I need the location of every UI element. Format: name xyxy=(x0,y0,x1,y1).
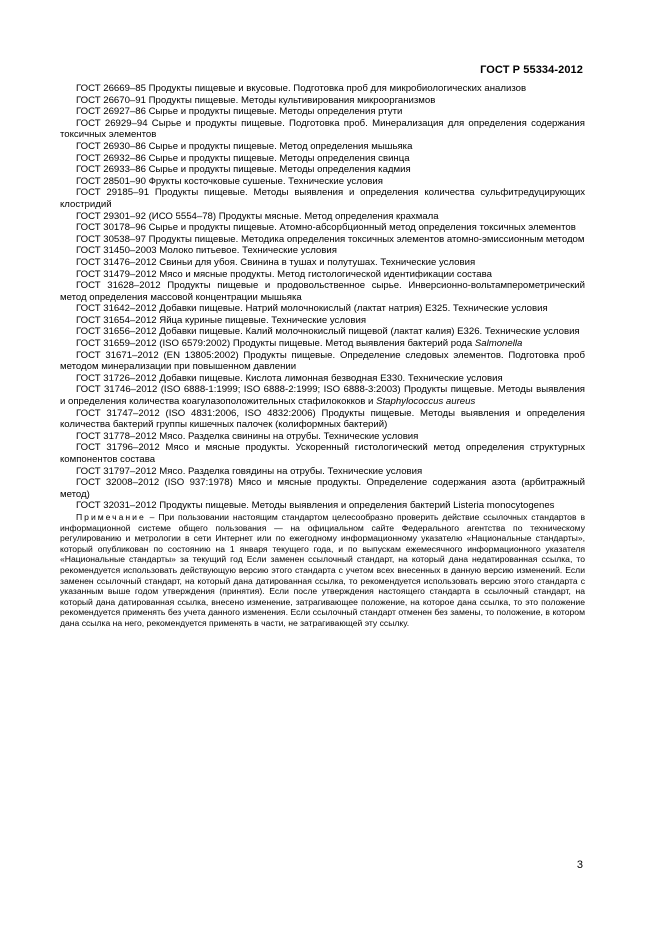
reference-entry: ГОСТ 31778–2012 Мясо. Разделка свинины на отрубы. Технические условия xyxy=(76,430,419,442)
reference-entry: ГОСТ 31747–2012 (ISO 4831:2006, ISO 4832:2006) Продукты пищевые. Методы выявления и определения количества бактерий группы кишечных палочек (колиформных бактерий) xyxy=(60,407,585,431)
italic-species-name: Staphylococcus aureus xyxy=(376,396,476,408)
reference-entry: ГОСТ 26932–86 Сырье и продукты пищевые. Методы определения свинца xyxy=(76,152,410,164)
reference-entry: ГОСТ 26669–85 Продукты пищевые и вкусовые. Подготовка проб для микробиологических анализов xyxy=(76,83,527,94)
note-text: – При пользовании настоящим стандартом целесообразно проверить действие ссылочных стандартов в информационной системе общего пользования — на официальном сайте Федерального агентства по техническому регулированию и метрологии в сети Интернет или по ежегодному информационному указателю «Национальные стандарты», который опубликован по состоянию на 1 января текущего года, и по выпускам ежемесячного информационного указателя «Национальные стандарты» за текущий год Если заменен ссылочный стандарт, на который дана недатированная ссылка, то рекомендуется использовать действующую версию этого стандарта с учетом всех внесенных в данную версию изменений. Если заменен ссылочный стандарт, на который дана датированная ссылка, то рекомендуется использовать версию этого стандарта с указанным выше годом утверждения (принятия). Если после утверждения настоящего стандарта в ссылочный стандарт, на который дана датированная ссылка, внесено изменение, затрагивающее положение, на которое дана ссылка, то это положение рекомендуется применять без учета данного изменения. Если ссылочный стандарт отменен без замены, то положение, в котором дана ссылка на него, рекомендуется применять в части, не затрагивающей эту ссылку. xyxy=(60,511,586,628)
reference-entry: ГОСТ 29301–92 (ИСО 5554–78) Продукты мясные. Метод определения крахмала xyxy=(76,210,439,222)
note-label: Примечание xyxy=(76,511,146,522)
reference-entry: ГОСТ 26933–86 Сырье и продукты пищевые. Методы определения кадмия xyxy=(76,164,411,176)
reference-entry: ГОСТ 32008–2012 (ISO 937:1978) Мясо и мясные продукты. Определение содержания азота (арбитражный метод) xyxy=(60,477,585,500)
reference-entry: ГОСТ 30538–97 Продукты пищевые. Методика определения токсичных элементов атомно-эмиссионным методом xyxy=(76,233,585,245)
reference-entry: ГОСТ 30178–96 Сырье и продукты пищевые. Атомно-абсорбционный метод определения токсичных элементов xyxy=(76,222,576,234)
reference-entry: ГОСТ 26930–86 Сырье и продукты пищевые. Метод определения мышьяка xyxy=(76,140,413,152)
references-list xyxy=(60,83,585,629)
reference-entry-text: ГОСТ 31746–2012 (ISO 6888-1:1999; ISO 6888-2:1999; ISO 6888-3:2003) Продукты пищевые. Методы выявления и определения количества коагулазоположительных стафилококков и xyxy=(60,384,585,408)
reference-entry: ГОСТ 31450–2003 Молоко питьевое. Технические условия xyxy=(76,245,337,257)
reference-entry: ГОСТ 31796–2012 Мясо и мясные продукты. Ускоренный гистологический метод определения структурных компонентов состава xyxy=(60,442,585,465)
reference-entry-text: ГОСТ 31659–2012 (ISO 6579:2002) Продукты пищевые. Метод выявления бактерий рода xyxy=(76,338,473,350)
reference-entry xyxy=(60,384,585,407)
reference-entry: ГОСТ 32031–2012 Продукты пищевые. Методы выявления и определения бактерий Listeria monocytogenes xyxy=(76,500,555,512)
reference-entry: ГОСТ 26670–91 Продукты пищевые. Методы культивирования микроорганизмов xyxy=(76,94,436,106)
reference-entry: ГОСТ 28501–90 Фрукты косточковые сушеные. Технические условия xyxy=(76,175,383,187)
reference-entry: ГОСТ 26927–86 Сырье и продукты пищевые. Методы определения ртути xyxy=(76,106,403,118)
document-id-header: ГОСТ Р 55334-2012 xyxy=(480,64,583,76)
reference-entry: ГОСТ 31476–2012 Свиньи для убоя. Свинина в тушах и полутушах. Технические условия xyxy=(76,256,476,268)
reference-entry: ГОСТ 31656–2012 Добавки пищевые. Калий молочнокислый пищевой (лактат калия) Е326. Технические условия xyxy=(76,326,580,338)
reference-entry: ГОСТ 29185–91 Продукты пищевые. Методы выявления и определения количества сульфитредуцирующих клостридий xyxy=(60,187,585,210)
reference-entry: ГОСТ 31726–2012 Добавки пищевые. Кислота лимонная безводная Е330. Технические условия xyxy=(76,372,503,384)
italic-species-name: Salmonella xyxy=(474,338,523,350)
reference-entry: ГОСТ 31642–2012 Добавки пищевые. Натрий молочнокислый (лактат натрия) Е325. Технические условия xyxy=(76,303,548,315)
reference-entry xyxy=(60,338,585,350)
reference-entry: ГОСТ 26929–94 Сырье и продукты пищевые. Подготовка проб. Минерализация для определения содержания токсичных элементов xyxy=(60,117,585,141)
reference-entry: ГОСТ 31797–2012 Мясо. Разделка говядины на отрубы. Технические условия xyxy=(76,465,423,477)
reference-entry: ГОСТ 31628–2012 Продукты пищевые и продовольственное сырье. Инверсионно-вольтамперометрический метод определения массовой концентрации мышьяка xyxy=(60,280,585,303)
reference-entry: ГОСТ 31479–2012 Мясо и мясные продукты. Метод гистологической идентификации состава xyxy=(76,268,492,280)
page-number: 3 xyxy=(576,859,583,871)
reference-entry: ГОСТ 31671–2012 (EN 13805:2002) Продукты пищевые. Определение следовых элементов. Подготовка проб методом минерализации при повышенном давлении xyxy=(60,349,585,373)
reference-entry: ГОСТ 31654–2012 Яйца куриные пищевые. Технические условия xyxy=(76,314,367,326)
note-paragraph xyxy=(60,512,585,629)
